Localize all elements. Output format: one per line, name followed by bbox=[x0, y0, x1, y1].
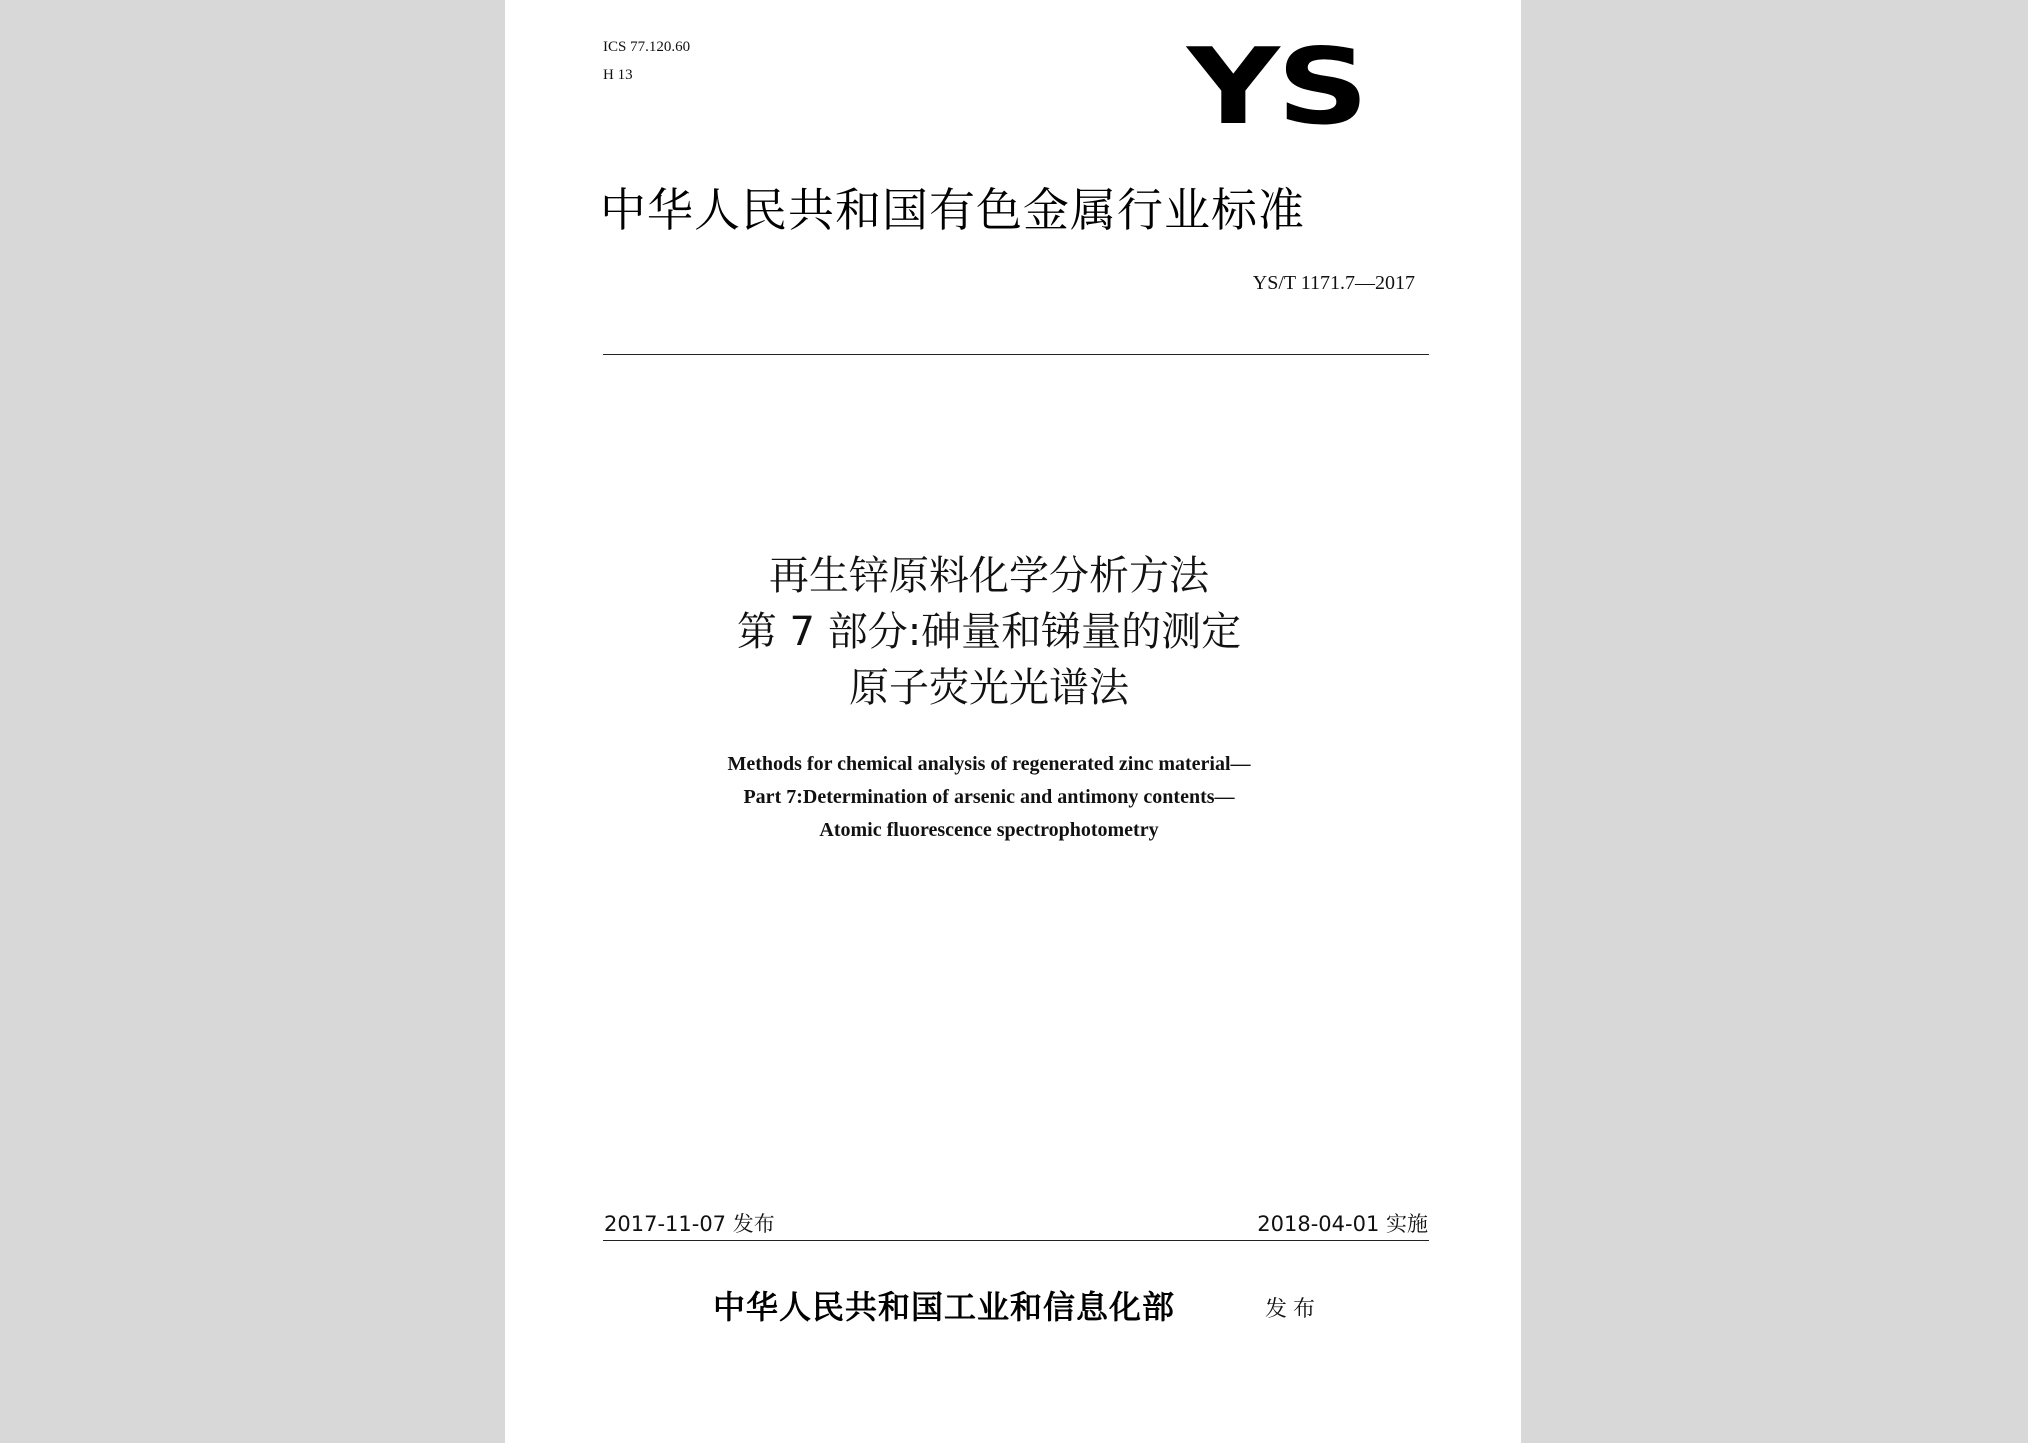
chinese-title bbox=[481, 548, 1497, 716]
classification-code: H 13 bbox=[603, 67, 633, 83]
document-page bbox=[505, 0, 1521, 1443]
ys-logo: YS bbox=[1187, 26, 1366, 149]
industry-standard-title: 中华人民共和国有色金属行业标准 bbox=[600, 183, 1305, 237]
english-title-line-3: Atomic fluorescence spectrophotometry bbox=[819, 819, 1159, 841]
issue-date: 2017-11-07 发布 bbox=[604, 1212, 775, 1236]
english-title bbox=[481, 748, 1497, 847]
standard-number: YS/T 1171.7—2017 bbox=[1252, 272, 1415, 294]
issuing-authority: 中华人民共和国工业和信息化部 bbox=[713, 1288, 1176, 1326]
implementation-date: 2018-04-01 实施 bbox=[1257, 1212, 1428, 1236]
bottom-divider bbox=[603, 1240, 1429, 1241]
issue-action: 发布 bbox=[1265, 1297, 1322, 1322]
chinese-title-line-1: 再生锌原料化学分析方法 bbox=[769, 553, 1209, 599]
top-divider bbox=[603, 354, 1429, 355]
english-title-line-2: Part 7:Determination of arsenic and antimony contents— bbox=[743, 786, 1235, 808]
chinese-title-line-3: 原子荧光光谱法 bbox=[849, 665, 1129, 711]
ics-code: ICS 77.120.60 bbox=[603, 39, 691, 55]
english-title-line-1: Methods for chemical analysis of regenerated zinc material— bbox=[727, 753, 1251, 775]
chinese-title-line-2: 第 7 部分:砷量和锑量的测定 bbox=[736, 609, 1242, 655]
